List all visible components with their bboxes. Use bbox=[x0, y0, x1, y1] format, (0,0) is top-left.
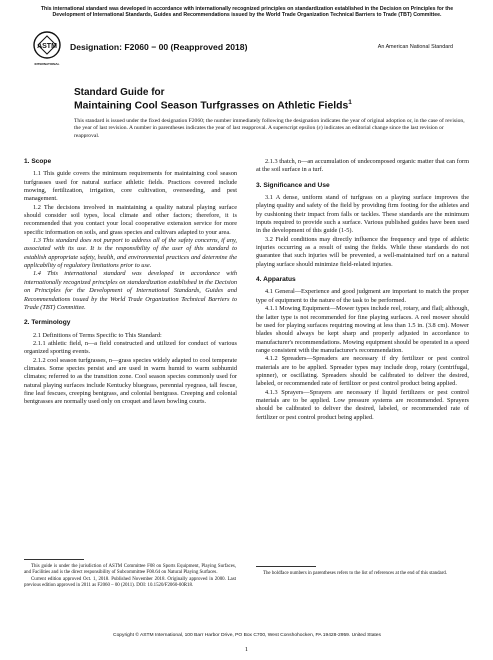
paragraph-4-1-2: 4.1.2 Spreaders—Spreaders are necessary if dry fertilizer or pest control materials are to be applied. Spreader types may include drop, rotary (centrifugal, spinner), or oscillating. Spreaders should be calibrated to deliver the desired, labeled, or recommended rate of fertilizer or pest control product being applied. bbox=[256, 355, 469, 388]
svg-text:ASTM: ASTM bbox=[37, 43, 57, 50]
section-heading-scope: 1. Scope bbox=[24, 158, 52, 165]
paragraph-3-1: 3.1 A dense, uniform stand of turfgrass on a playing surface improves the playing quality and safety of the field by providing firm footing for the athletes and by cushioning their impact from falls or tackles. These standards are the minimum inputs required to provide such a surface. Various published guides have been used in the development of this guide (1-5). bbox=[256, 194, 469, 235]
title-line-2 bbox=[74, 99, 352, 111]
paragraph-2-1-3: 2.1.3 thatch, n—an accumulation of undecomposed organic matter that can form at the soil surface in a turf. bbox=[256, 158, 469, 174]
paragraph-2-1-1: 2.1.1 athletic field, n—a field constructed and utilized for conduct of various organized sporting events. bbox=[24, 339, 237, 356]
paragraph-1-4: 1.4 This international standard was developed in accordance with internationally recognized principles on standardization established in the Decision on Principles for the Development of International Standards, Guides and Recommendations issued by the World Trade Organization Technical Barriers to Trade (TBT) Committee. bbox=[24, 270, 237, 311]
title-line-1: Standard Guide for bbox=[74, 87, 165, 98]
section-heading-significance: 3. Significance and Use bbox=[256, 181, 330, 189]
wto-notice: This international standard was developed in accordance with internationally recognized principles on standardization established in the Decision on Principles for the Development of International Standards, Guides and Recommendations issued by the World Trade Organization Technical Barriers to Trade (TBT) Committee. bbox=[40, 6, 454, 19]
footnote-1-edition: Current edition approved Oct. 1, 2018. Published November 2018. Originally approved in 2000. Last previous edition approved in 2011 as F2060 – 00 (2011). DOI: 10.1520/F2060-00R18. bbox=[24, 577, 236, 589]
paragraph-1-2: 1.2 The decisions involved in maintaining a quality natural playing surface should consider soil types, local climate and other factors; therefore, it is recommended that you contact your local cooperative extension service for more specific information on soils, and grass species and cultivars adapted to your area. bbox=[24, 203, 237, 236]
designation: Designation: F2060 − 00 (Reapproved 2018) bbox=[70, 42, 248, 52]
page-number: 1 bbox=[244, 646, 249, 653]
copyright: Copyright © ASTM International, 100 Barr Harbor Drive, PO Box C700, West Conshohocken, PA 19428-2959. United States bbox=[113, 633, 381, 638]
title-main: Maintaining Cool Season Turfgrasses on Athletic Fields bbox=[74, 100, 349, 112]
astm-logo-icon bbox=[33, 30, 61, 68]
paragraph-1-1: 1.1 This guide covers the minimum requirements for maintaining cool season turfgrasses used for natural surface athletic fields. Practices covered include mowing, fertilization, irrigation, core cultivation, overseeding, and pest management. bbox=[24, 170, 237, 203]
paragraph-3-2: 3.2 Field conditions may directly influence the frequency and type of athletic injuries occurring as a result of using the fields. While these standards do not guarantee that such injuries will be prevented, a well-maintained turf on a natural playing surface should minimize field-related injuries. bbox=[256, 235, 469, 268]
issue-note: This standard is issued under the fixed designation F2060; the number immediately following the designation indicates the year of original adoption or, in the case of revision, the year of last revision. A number in parentheses indicates the year of last reapproval. A superscript epsilon (ε) indicates an editorial change since the last revision or reapproval. bbox=[74, 118, 465, 139]
footnote-1-jurisdiction: This guide is under the jurisdiction of ASTM Committee F08 on Sports Equipment, Playing Surfaces, and Facilities and is the direct responsibility of Subcommittee F08.64 on Natural Playing Surfaces. bbox=[24, 564, 236, 576]
title-footnote-mark: 1 bbox=[348, 99, 352, 106]
section-heading-apparatus: 4. Apparatus bbox=[256, 276, 296, 284]
paragraph-2-1: 2.1 Definitions of Terms Specific to This Standard: bbox=[33, 331, 162, 339]
paragraph-4-1-1: 4.1.1 Mowing Equipment—Mower types include reel, rotary, and flail; although, the latter type is not recommended for fine playing surfaces. A reel mower should be used for playing surfaces requiring mowing at less than 1.5 in. (3.8 cm). Mower blades should always be kept sharp and properly adjusted in accordance to manufacturer's recommendations. Mowing equipment should be operated in a speed range consistent with the manufacturer's recommendation. bbox=[256, 305, 469, 354]
footnote-2-text: The boldface numbers in parentheses refers to the list of references at the end of this standard. bbox=[263, 571, 448, 576]
footnote-rule bbox=[24, 559, 84, 560]
paragraph-4-1-3: 4.1.3 Sprayers—Sprayers are necessary if liquid fertilizers or pest control materials are to be applied. Low pressure systems are recommended. Sprayers should be calibrated to deliver the desired, labeled, or recommended rate of fertilizer or pest control product being applied. bbox=[256, 388, 469, 421]
paragraph-2-1-2: 2.1.2 cool season turfgrasses, n—grass species widely adapted to cool temperate climates. Some species persist and are used in warm humid to warm subhumid climates; referred to as the transition zone. Cool season species commonly used for natural playing surfaces include Kentucky bluegrass, perennial ryegrass, tall fescue, fine leaf fescues, creeping bentgrass, and colonial bentgrass. Creeping and colonial bentgrasses are normally used only on croquet and lawn bowling courts. bbox=[24, 356, 237, 406]
paragraph-1-3: 1.3 This standard does not purport to address all of the safety concerns, if any, associated with its use. It is the responsibility of the user of this standard to establish appropriate safety, health, and environmental practices and determine the applicability of regulatory limitations prior to use. bbox=[24, 237, 237, 270]
left-column bbox=[24, 158, 237, 407]
right-column bbox=[256, 158, 469, 422]
section-heading-terminology: 2. Terminology bbox=[24, 319, 71, 327]
svg-text:INTERNATIONAL: INTERNATIONAL bbox=[34, 62, 60, 66]
paragraph-4-1: 4.1 General—Experience and good judgment are important to match the proper type of equipment to the nature of the task to be performed. bbox=[256, 288, 469, 304]
footnote-rule-right bbox=[256, 566, 316, 567]
american-national-standard-label: An American National Standard bbox=[377, 44, 453, 50]
footnote-2 bbox=[256, 571, 468, 578]
footnote-1 bbox=[24, 564, 236, 590]
